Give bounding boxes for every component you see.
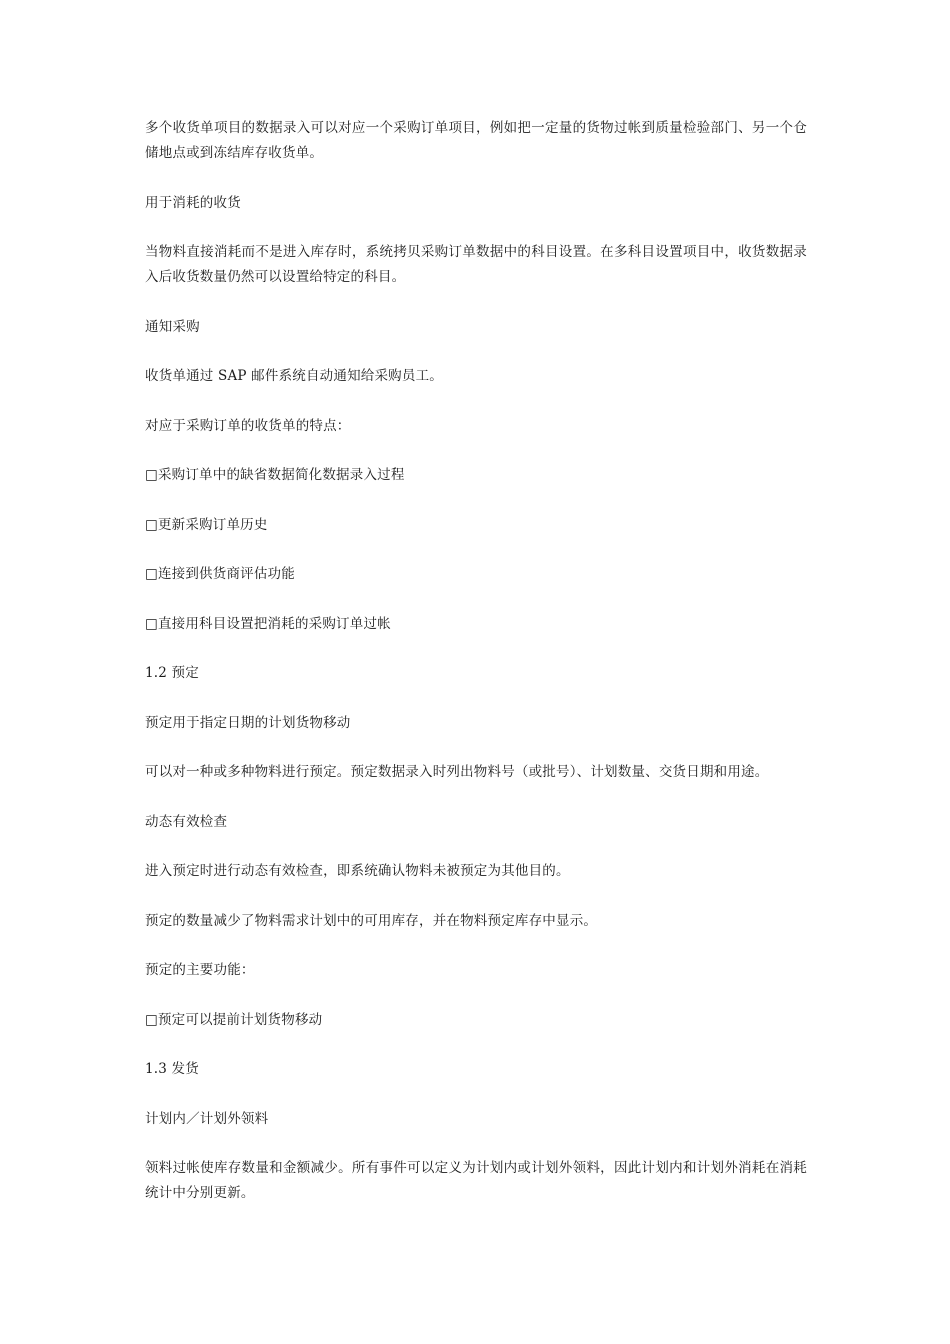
heading-dynamic-availability-check: 动态有效检查 (145, 813, 228, 830)
list-item-update-history: □更新采购订单历史 (145, 516, 268, 533)
paragraph-consumption-account: 当物料直接消耗而不是进入库存时，系统拷贝采购订单数据中的科目设置。在多科目设置项目中，收货数据录入后收货数量仍然可以设置给特定的科目。 (145, 244, 807, 285)
heading-receipt-for-consumption: 用于消耗的收货 (145, 194, 241, 211)
list-item-vendor-evaluation: □连接到供货商评估功能 (145, 566, 295, 582)
list-item-plan-movements: □预定可以提前计划货物移动 (145, 1011, 323, 1028)
paragraph-availability-check: 进入预定时进行动态有效检查，即系统确认物料未被预定为其他目的。 (145, 863, 570, 879)
list-item-direct-posting: □直接用科目设置把消耗的采购订单过帐 (145, 615, 391, 632)
section-heading-goods-issue: 1.3 发货 (145, 1061, 199, 1077)
heading-reservation-functions: 预定的主要功能： (145, 962, 255, 978)
heading-po-receipt-features: 对应于采购订单的收货单的特点： (145, 417, 351, 434)
paragraph-withdrawal-posting: 领料过帐使库存数量和金额减少。所有事件可以定义为计划内或计划外领料，因此计划内和计划外消耗在消耗统计中分别更新。 (145, 1160, 807, 1201)
list-item-default-data: □采购订单中的缺省数据简化数据录入过程 (145, 467, 405, 483)
paragraph-reserved-quantity: 预定的数量减少了物料需求计划中的可用库存，并在物料预定库存中显示。 (145, 912, 598, 929)
document-body (145, 116, 807, 1231)
paragraph-reservation-entry: 可以对一种或多种物料进行预定。预定数据录入时列出物料号（或批号）、计划数量、交货日期和用途。 (145, 764, 769, 780)
paragraph-multi-receipt-items: 多个收货单项目的数据录入可以对应一个采购订单项目，例如把一定量的货物过帐到质量检验部门、另一个仓储地点或到冻结库存收货单。 (145, 120, 807, 161)
paragraph-sap-mail: 收货单通过 SAP 邮件系统自动通知给采购员工。 (145, 368, 443, 384)
heading-planned-unplanned-withdrawal: 计划内／计划外领料 (145, 1110, 269, 1127)
paragraph-reservation-purpose: 预定用于指定日期的计划货物移动 (145, 714, 351, 731)
heading-notify-purchasing: 通知采购 (145, 318, 200, 335)
section-heading-reservation: 1.2 预定 (145, 665, 199, 681)
